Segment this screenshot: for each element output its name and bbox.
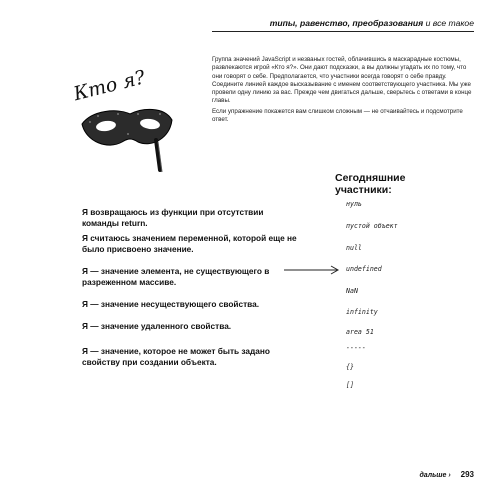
participants-title: Сегодняшние участники: <box>335 172 406 196</box>
participant-item: null <box>346 244 362 252</box>
running-head-bold: типы, равенство, преобразования <box>269 18 424 28</box>
statement: Я — значение несуществующего свойства. <box>82 299 260 309</box>
participant-item: infinity <box>346 308 378 316</box>
intro-paragraph: Если упражнение покажется вам слишком сложным — не отчаивайтесь и подсмотрите ответ. <box>212 107 463 124</box>
statement: Я — значение, которое не может быть задано свойству при создании объекта. <box>82 346 270 367</box>
participant-item: нуль <box>346 200 362 208</box>
participant-item: NaN <box>346 287 358 295</box>
participant-item: area 51 <box>346 328 374 336</box>
statement: Я — значение элемента, не существующего в разреженном массиве. <box>82 266 270 287</box>
page-number: 293 <box>460 470 474 479</box>
footer <box>419 470 474 479</box>
participant-item: ----- <box>346 344 366 352</box>
running-head-rest: и все такое <box>423 18 474 28</box>
statement: Я считаюсь значением переменной, которой еще не было присвоено значение. <box>82 233 297 254</box>
participant-item: undefined <box>346 265 382 273</box>
intro-paragraph: Группа значений JavaScript и незваных гостей, облачившись в маскарадные костюмы, развлекаются игрой «Кто я?». Они дают подсказки, а вы должны угадать их по тому, что они говорят о себе. Предполагается, что участники всегда говорят о себе правду. Соедините линией каждое высказывание с именем соответствующего участника. Мы уже провели одну линию за вас. Прежде чем двигаться дальше, сверьтесь с ответами в конце главы. <box>212 56 472 105</box>
title-text: Кто я? <box>71 66 148 106</box>
participant-item: пустой объект <box>346 222 398 230</box>
statement: Я возвращаюсь из функции при отсутствии команды return. <box>82 207 264 228</box>
statement: Я — значение удаленного свойства. <box>82 321 232 331</box>
next-page-link[interactable]: дальше › <box>419 472 451 479</box>
participant-item: [] <box>346 381 354 389</box>
participant-item: {} <box>346 363 354 371</box>
